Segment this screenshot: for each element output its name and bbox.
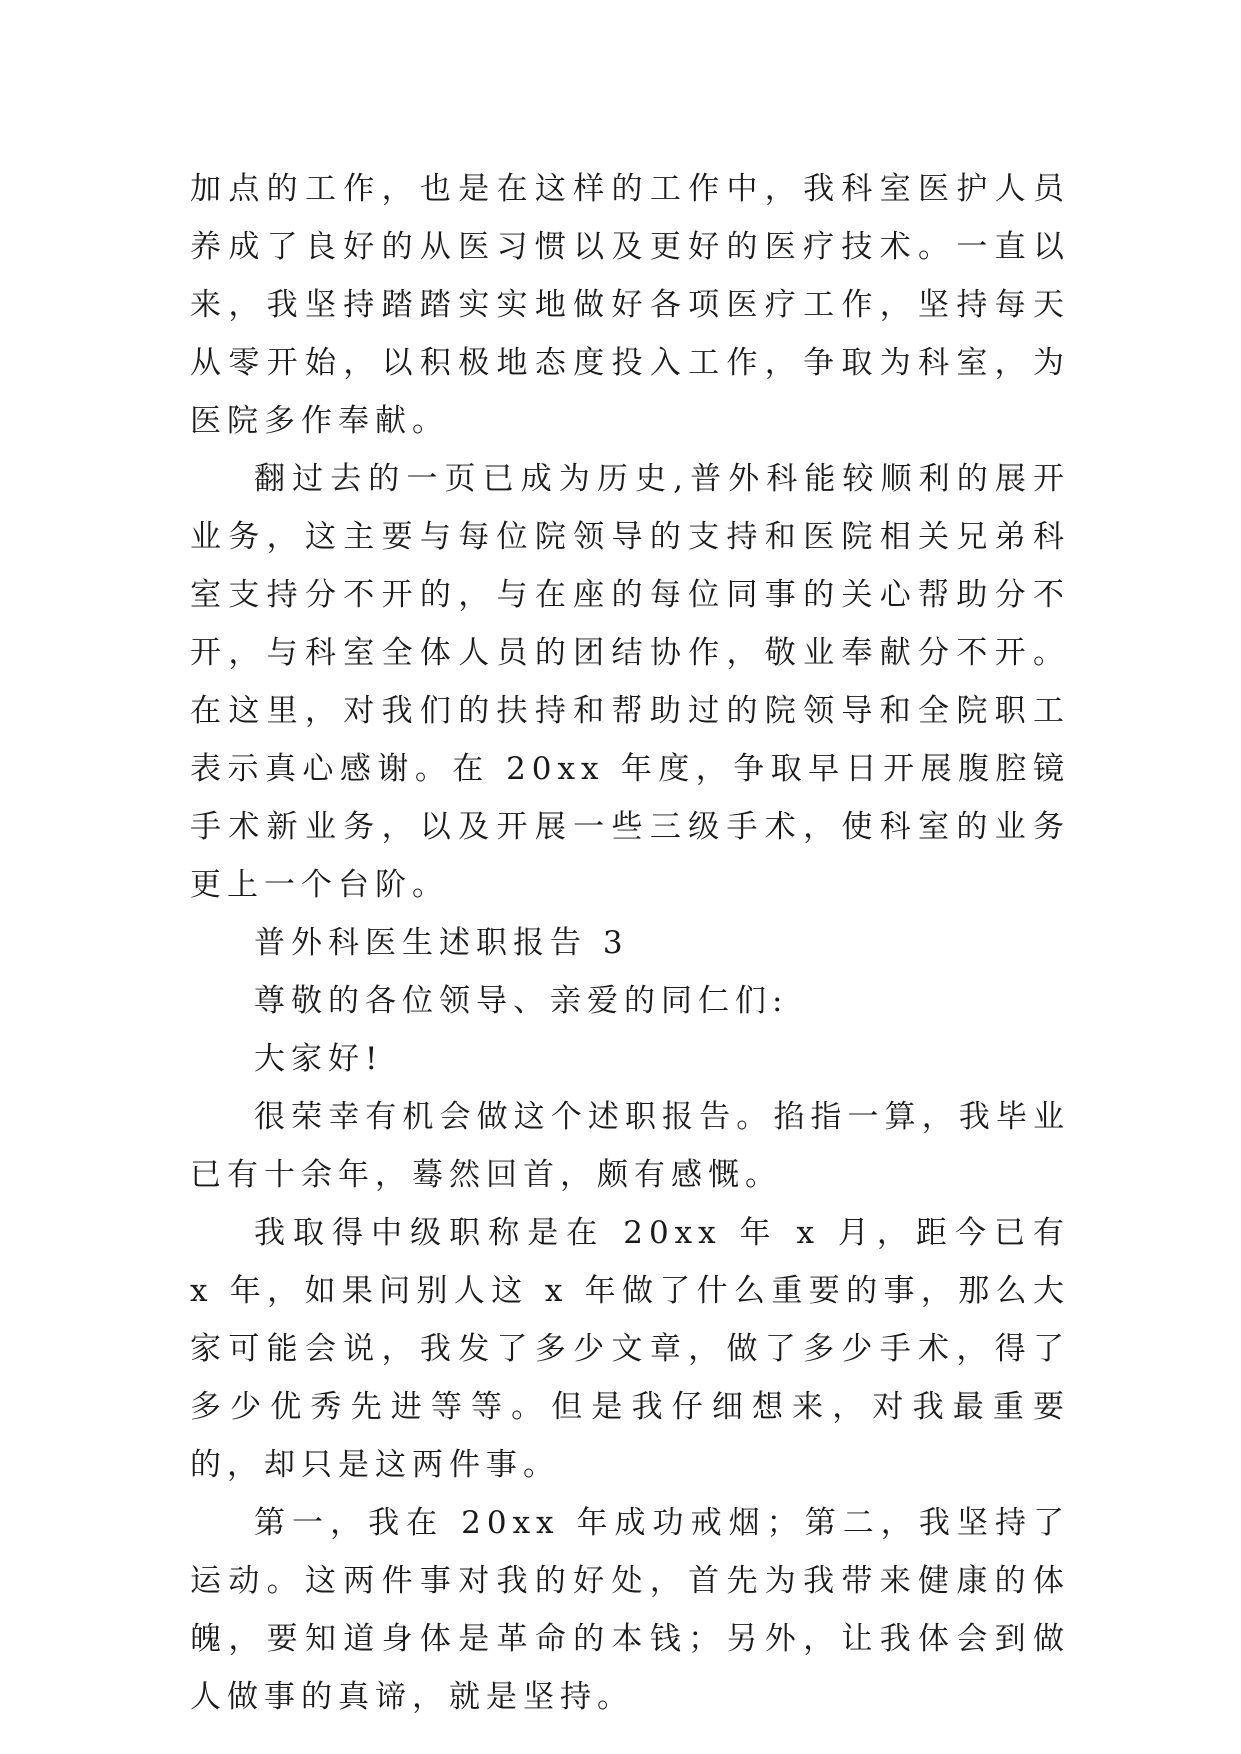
greeting: 大家好! <box>254 1041 384 1077</box>
paragraph-thanks: 翻过去的一页已成为历史,普外科能较顺利的展开业务，这主要与每位院领导的支持和医院相关兄弟科室支持分不开的，与在座的每位同事的关心帮助分不开，与科室全体人员的团结协作，敬业奉献分不开。在这里，对我们的扶持和帮助过的院领导和全院职工表示真心感谢。在 20xx 年度，争取早日开展腹腔镜手术新业务，以及开展一些三级手术，使科室的业务更上一个台阶。 <box>190 461 1070 903</box>
salutation: 尊敬的各位领导、亲爱的同仁们: <box>254 983 789 1019</box>
paragraph-two-things: 第一，我在 20xx 年成功戒烟；第二，我坚持了运动。这两件事对我的好处，首先为我带来健康的体魄，要知道身体是革命的本钱；另外，让我体会到做人做事的真谛，就是坚持。 <box>190 1505 1070 1715</box>
paragraph-continuation: 加点的工作，也是在这样的工作中，我科室医护人员养成了良好的从医习惯以及更好的医疗技术。一直以来，我坚持踏踏实实地做好各项医疗工作，坚持每天从零开始，以积极地态度投入工作，争取为科室，为医院多作奉献。 <box>190 171 1070 439</box>
paragraph-career: 我取得中级职称是在 20xx 年 x 月，距今已有 x 年，如果问别人这 x 年做了什么重要的事，那么大家可能会说，我发了多少文章，做了多少手术，得了多少优秀先进等等。但是我仔细想来，对我最重要的，却只是这两件事。 <box>190 1215 1070 1483</box>
paragraph-intro: 很荣幸有机会做这个述职报告。掐指一算，我毕业已有十余年，蓦然回首，颇有感慨。 <box>190 1099 1070 1193</box>
section-heading: 普外科医生述职报告 3 <box>254 925 629 961</box>
document-body <box>190 160 1070 1726</box>
